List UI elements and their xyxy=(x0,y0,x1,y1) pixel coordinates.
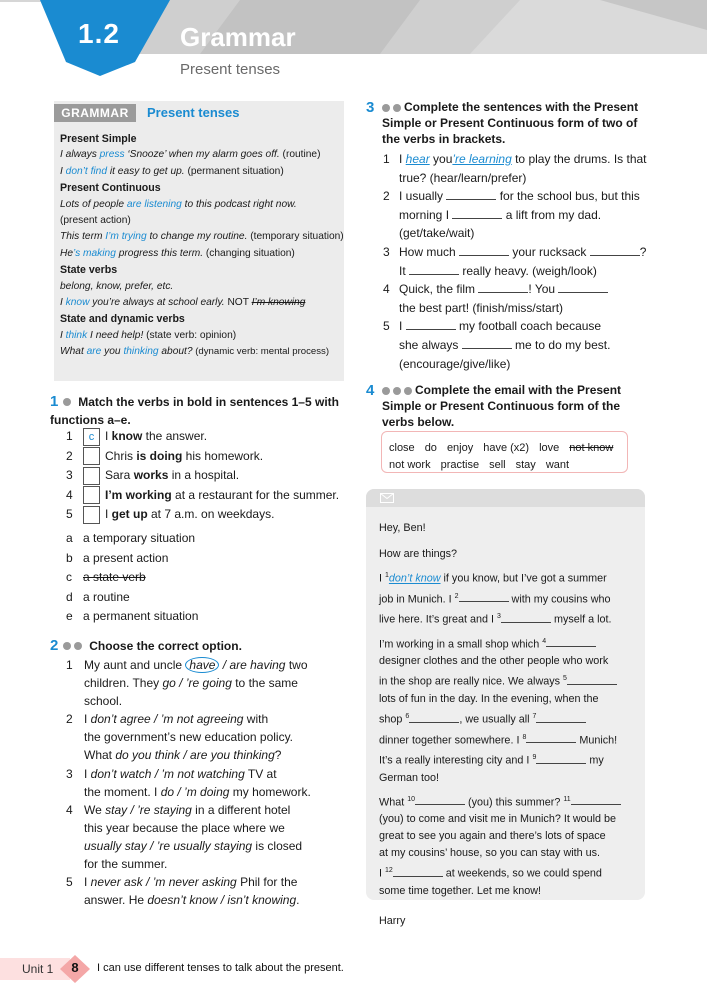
blank-field[interactable] xyxy=(452,208,502,219)
exercise-1-functions xyxy=(66,529,346,627)
exercise-1-sentences xyxy=(66,427,346,525)
list-item: 3 How much your rucksack ? xyxy=(383,244,647,259)
blank-field[interactable] xyxy=(459,591,509,602)
email-titlebar xyxy=(366,489,645,507)
list-item: 1 My aunt and uncle have / are having two xyxy=(66,658,308,672)
envelope-icon xyxy=(380,493,394,503)
answer-box[interactable] xyxy=(83,506,100,524)
list-item: 3 I don’t watch / ’m not watching TV at xyxy=(66,766,277,781)
blank-field[interactable] xyxy=(415,794,465,805)
answer-box[interactable] xyxy=(83,486,100,504)
list-item: 5 I get up at 7 a.m. on weekdays. xyxy=(66,505,346,525)
word-chip: close xyxy=(389,442,415,454)
list-item: 3 Sara works in a hospital. xyxy=(66,466,346,486)
list-item: 5 I my football coach because xyxy=(383,319,602,334)
word-chip: want xyxy=(545,459,570,471)
blank-field[interactable] xyxy=(478,282,528,293)
grammar-example: I don’t find it easy to get up. (permanent situation) xyxy=(60,165,284,177)
blank-field[interactable] xyxy=(409,712,459,723)
learning-objective: I can use different tenses to talk about the present. xyxy=(97,962,344,974)
blank-field[interactable] xyxy=(446,189,496,200)
exercise-2-items: 1 My aunt and uncle have / are having two children. They go / ’re going to the same school. 2 I don’t agree / ’m not agreeing with the government’s new education policy. What do you think / are you thinking? 3 I don’t watch / ’m not watching TV at the moment. I do / ’m doing my homework. 4 We stay / ’re staying in a different hotel this year because the place where we usually stay / ’re usually staying is closed for the summer. 5 I never ask / ’m never asking Phil for the answer. He doesn’t know / isn’t knowing. xyxy=(66,656,346,909)
word-chip: stay xyxy=(515,459,536,471)
exercise-4-heading: 4 Complete the email with the Present Simple or Present Continuous form of the verbs below. xyxy=(366,382,622,429)
list-item: 1 c I know the answer. xyxy=(66,427,346,447)
grammar-tag: GRAMMAR xyxy=(54,104,136,122)
answer-box[interactable] xyxy=(83,467,100,485)
blank-field[interactable] xyxy=(536,753,586,764)
list-item: d a routine xyxy=(66,589,130,604)
word-chip: love xyxy=(539,442,560,454)
exercise-3-heading: 3 Complete the sentences with the Present Simple or Present Continuous form of two of the verbs in brackets. xyxy=(366,99,639,146)
blank-field[interactable] xyxy=(462,338,512,349)
blank-field[interactable] xyxy=(546,636,596,647)
word-box xyxy=(381,431,628,473)
state-dynamic-heading: State and dynamic verbs xyxy=(60,313,185,326)
exercise-1-heading: 1 Match the verbs in bold in sentences 1–5 with functions a–e. xyxy=(50,393,339,427)
grammar-example: He’s making progress this term. (changing situation) xyxy=(60,247,295,259)
page-number: 8 xyxy=(71,960,79,975)
word-chip: sell xyxy=(489,459,506,471)
grammar-example: I think I need help! (state verb: opinion) xyxy=(60,329,237,341)
list-item: 2 Chris is doing his homework. xyxy=(66,447,346,467)
list-item: c a state verb xyxy=(66,570,146,585)
blank-field[interactable] xyxy=(590,245,640,256)
grammar-note: (present action) xyxy=(60,215,131,227)
exercise-2-heading: 2 Choose the correct option. xyxy=(50,637,242,654)
word-chip: have (x2) xyxy=(483,442,530,454)
page-title: Grammar xyxy=(180,22,296,52)
present-simple-heading: Present Simple xyxy=(60,133,137,145)
blank-field[interactable] xyxy=(409,264,459,275)
word-chip: enjoy xyxy=(446,442,474,454)
blank-field[interactable] xyxy=(571,794,621,805)
list-item: e a permanent situation xyxy=(66,609,199,624)
list-item: 4 I’m working at a restaurant for the summer. xyxy=(66,486,346,506)
word-chip: not know xyxy=(569,442,614,454)
grammar-example: I know you’re always at school early. NOT I’m knowing xyxy=(60,297,306,309)
page-subtitle: Present tenses xyxy=(180,61,281,78)
answer-box[interactable] xyxy=(83,447,100,465)
exercise-3-items: 1 I hear you’re learning to play the drums. Is that true? (hear/learn/prefer) 2 I usually for the school bus, but this morning I a lift from my dad. (get/take/wait) 3 How much your rucksack ? It really heavy. (weigh/look) 4 Quick, the film ! You the best part! (finish/miss/start) 5 I my football coach because she always me to do my best. (encourage/give/like) xyxy=(383,150,658,373)
blank-field[interactable] xyxy=(526,732,576,743)
present-continuous-heading: Present Continuous xyxy=(60,182,161,195)
word-chip: not work xyxy=(389,459,431,471)
list-item: 1 I hear you’re learning to play the drums. Is that xyxy=(383,152,647,166)
answer-box[interactable]: c xyxy=(83,428,100,446)
state-verbs-heading: State verbs xyxy=(60,264,118,277)
blank-field[interactable] xyxy=(459,245,509,256)
state-verbs-list: belong, know, prefer, etc. xyxy=(60,280,174,292)
blank-field[interactable] xyxy=(406,319,456,330)
blank-field[interactable] xyxy=(567,674,617,685)
grammar-box-title: Present tenses xyxy=(147,105,240,120)
blank-field[interactable] xyxy=(536,712,586,723)
word-chip: practise xyxy=(440,459,480,471)
email-body: Hey, Ben! How are things? I $^1$don’t know if you know, but I’ve got a summer job in Munich. I $^2$ with my cousins who live here. It’s great and I $^3$ myself a lot. I’m working in a small shop which $^4$ designer clothes and the other people who work in the shop are really nice. We always $^5$ lots of fun in the day. In the evening, when the shop $^6$ , we usually all $^7$ dinner together somewhere. I $^8$ Munich! It’s a really interesting city and I $^9$ my German too! What $^{10}$ (you) this summer? $^{11}$ (you) to come and visit me in Munich? It would be great to see you again and there’s lots of space at my cousins’ house, so you can stay with us. I $^{12}$ at weekends, so we could spend some time together. Let me know! Harry xyxy=(379,520,635,930)
blank-field[interactable] xyxy=(558,282,608,293)
list-item: 4 Quick, the film ! You xyxy=(383,280,658,299)
list-item: 2 I usually for the school bus, but this xyxy=(383,189,640,204)
list-item: 4 We stay / ’re staying in a different hotel xyxy=(66,802,291,817)
grammar-example: I always press ‘Snooze’ when my alarm goes off. (routine) xyxy=(60,149,321,161)
grammar-example: What are you thinking about? (dynamic verb: mental process) xyxy=(60,346,330,358)
grammar-box-body xyxy=(60,131,344,361)
difficulty-dot-icon xyxy=(63,398,71,406)
section-number: 1.2 xyxy=(78,18,120,49)
difficulty-dot-icon xyxy=(74,642,82,650)
grammar-example: Lots of people are listening to this podcast right now. xyxy=(60,198,297,210)
word-chip: do xyxy=(424,442,437,454)
grammar-example: This term I’m trying to change my routine. (temporary situation) xyxy=(60,231,344,243)
list-item: 2 I don’t agree / ’m not agreeing with xyxy=(66,712,269,727)
blank-field[interactable] xyxy=(393,866,443,877)
list-item: b a present action xyxy=(66,550,169,565)
blank-field[interactable] xyxy=(501,612,551,623)
list-item: 5 I never ask / ’m never asking Phil for the xyxy=(66,875,298,890)
circled-answer[interactable]: have xyxy=(185,657,219,673)
unit-label: Unit 1 xyxy=(22,962,54,976)
list-item: a a temporary situation xyxy=(66,531,196,545)
